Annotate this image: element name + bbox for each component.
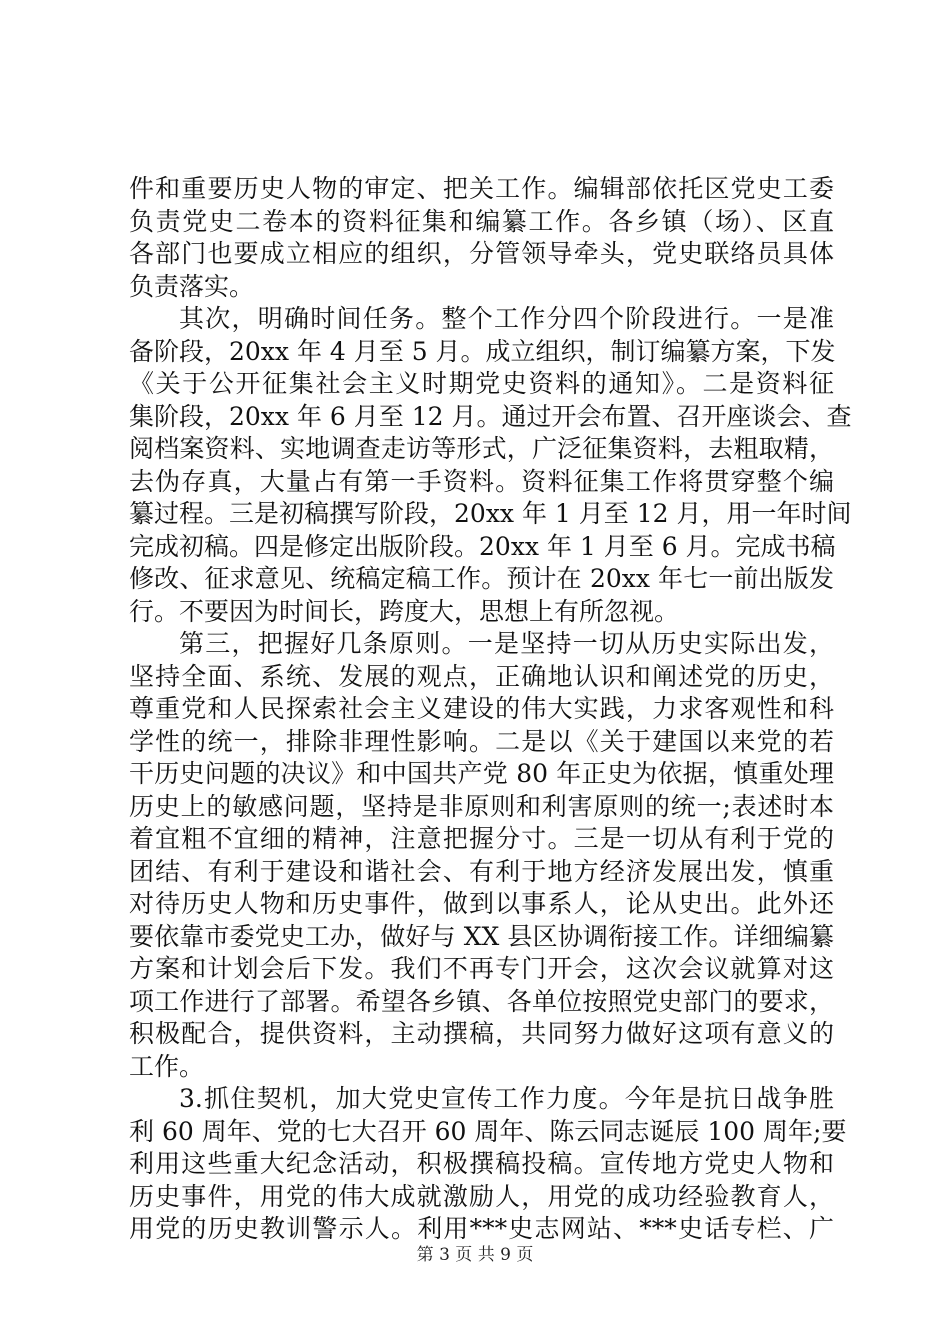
text-line: 项工作进行了部署。希望各乡镇、各单位按照党史部门的要求，: [129, 986, 834, 1016]
text-line: 坚持全面、系统、发展的观点，正确地认识和阐述党的历史，: [129, 661, 834, 691]
text-line: 对待历史人物和历史事件，做到以事系人，论从史出。此外还: [129, 889, 834, 918]
text-line: 尊重党和人民探索社会主义建设的伟大实践，力求客观性和科: [129, 694, 834, 723]
text-line: 去伪存真，大量占有第一手资料。资料征集工作将贯穿整个编: [129, 466, 834, 496]
text-line: 着宜粗不宜细的精神，注意把握分寸。三是一切从有利于党的: [129, 824, 834, 853]
page-number-footer: 第 3 页 共 9 页: [416, 1245, 534, 1265]
text-line: 历史上的敏感问题，坚持是非原则和利害原则的统一;表述时本: [129, 791, 834, 821]
text-line: 备阶段，20xx 年 4 月至 5 月。成立组织，制订编纂方案，下发: [129, 336, 836, 366]
text-line: 件和重要历史人物的审定、把关工作。编辑部依托区党史工委: [129, 174, 834, 203]
text-line: 完成初稿。四是修定出版阶段。20xx 年 1 月至 6 月。完成书稿: [129, 531, 836, 561]
text-line: 团结、有利于建设和谐社会、有利于地方经济发展出发，慎重: [129, 856, 834, 886]
text-line: 3.抓住契机，加大党史宣传工作力度。今年是抗日战争胜: [179, 1084, 834, 1113]
text-line: 积极配合，提供资料，主动撰稿，共同努力做好这项有意义的: [129, 1019, 834, 1048]
text-line: 负责落实。: [129, 271, 255, 301]
text-line: 阅档案资料、实地调查走访等形式，广泛征集资料，去粗取精，: [129, 434, 834, 463]
text-line: 第三，把握好几条原则。一是坚持一切从历史实际出发，: [179, 629, 834, 658]
text-line: 集阶段，20xx 年 6 月至 12 月。通过开会布置、召开座谈会、查: [129, 401, 852, 431]
text-line: 负责党史二卷本的资料征集和编纂工作。各乡镇（场）、区直: [129, 206, 834, 236]
text-line: 利 60 周年、党的七大召开 60 周年、陈云同志诞辰 100 周年;要: [129, 1116, 847, 1146]
text-line: 利用这些重大纪念活动，积极撰稿投稿。宣传地方党史人物和: [129, 1149, 834, 1178]
text-line: 各部门也要成立相应的组织，分管领导牵头，党史联络员具体: [129, 239, 834, 268]
text-line: 工作。: [129, 1051, 205, 1081]
text-line: 修改、征求意见、统稿定稿工作。预计在 20xx 年七一前出版发: [129, 564, 834, 593]
text-line: 方案和计划会后下发。我们不再专门开会，这次会议就算对这: [129, 954, 834, 983]
text-line: 用党的历史教训警示人。利用***史志网站、***史话专栏、广: [129, 1214, 834, 1243]
text-line: 历史事件，用党的伟大成就激励人，用党的成功经验教育人，: [129, 1181, 834, 1211]
text-line: 行。不要因为时间长，跨度大，思想上有所忽视。: [129, 596, 680, 626]
text-line: 其次，明确时间任务。整个工作分四个阶段进行。一是准: [179, 304, 834, 333]
text-line: 《关于公开征集社会主义时期党史资料的通知》。二是资料征: [129, 369, 834, 398]
document-body: [129, 173, 852, 1246]
text-line: 干历史问题的决议》和中国共产党 80 年正史为依据，慎重处理: [129, 759, 834, 788]
text-line: 学性的统一，排除非理性影响。二是以《关于建国以来党的若: [129, 726, 834, 756]
text-line: 要依靠市委党史工办，做好与 XX 县区协调衔接工作。详细编纂: [129, 921, 834, 951]
text-line: 纂过程。三是初稿撰写阶段，20xx 年 1 月至 12 月，用一年时间: [129, 499, 852, 528]
